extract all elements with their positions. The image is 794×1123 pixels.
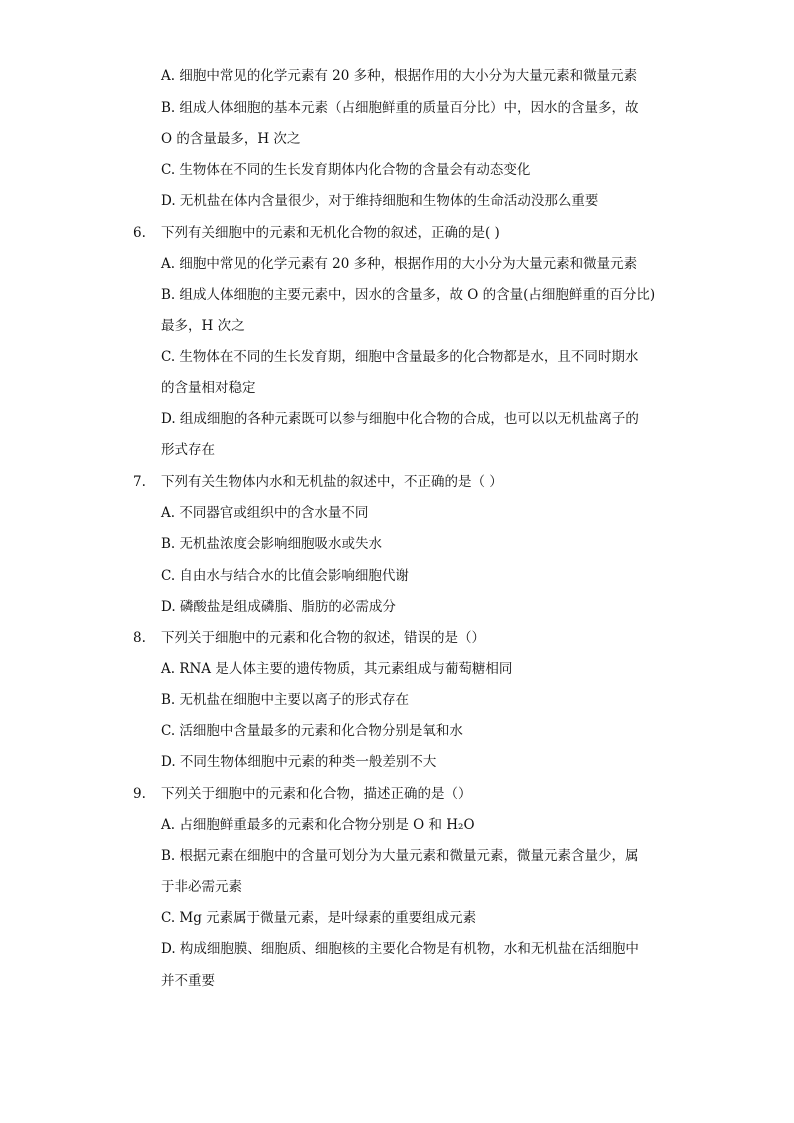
question-8-number: 8.: [133, 630, 146, 646]
question-9-option-b: B. 根据元素在细胞中的含量可划分为大量元素和微量元素，微量元素含量少，属: [161, 848, 639, 864]
question-9-option-a: A. 占细胞鲜重最多的元素和化合物分别是 O 和 H₂O: [161, 817, 475, 833]
question-9-option-d-cont: 并不重要: [161, 973, 215, 989]
question-9-stem: 下列关于细胞中的元素和化合物，描述正确的是（）: [161, 786, 472, 802]
question-6-option-b: B. 组成人体细胞的主要元素中，因水的含量多，故 O 的含量(占细胞鲜重的百分比): [161, 287, 656, 303]
question-8-option-d: D. 不同生物体细胞中元素的种类一般差别不大: [161, 754, 437, 770]
question-6-option-b-cont: 最多，H 次之: [161, 318, 245, 334]
question-9-option-b-cont: 于非必需元素: [161, 879, 242, 895]
prev-option-b: B. 组成人体细胞的基本元素（占细胞鲜重的质量百分比）中，因水的含量多，故: [161, 100, 639, 116]
question-6-option-d-cont: 形式存在: [161, 442, 215, 458]
question-7-option-a: A. 不同器官或组织中的含水量不同: [161, 505, 369, 521]
prev-option-a: A. 细胞中常见的化学元素有 20 多种，根据作用的大小分为大量元素和微量元素: [161, 68, 638, 84]
question-6-option-a: A. 细胞中常见的化学元素有 20 多种，根据作用的大小分为大量元素和微量元素: [161, 256, 638, 272]
question-7-option-c: C. 自由水与结合水的比值会影响细胞代谢: [161, 568, 409, 584]
question-6-stem: 下列有关细胞中的元素和无机化合物的叙述，正确的是( ): [161, 225, 500, 241]
question-6-option-d: D. 组成细胞的各种元素既可以参与细胞中化合物的合成，也可以以无机盐离子的: [161, 411, 639, 427]
question-7-stem: 下列有关生物体内水和无机盐的叙述中，不正确的是（ ）: [161, 474, 503, 490]
question-8-option-c: C. 活细胞中含量最多的元素和化合物分别是氧和水: [161, 723, 463, 739]
question-7-option-d: D. 磷酸盐是组成磷脂、脂肪的必需成分: [161, 599, 396, 615]
prev-option-b-cont: O 的含量最多，H 次之: [161, 131, 301, 147]
question-8-stem: 下列关于细胞中的元素和化合物的叙述，错误的是（）: [161, 630, 485, 646]
question-9-option-c: C. Mg 元素属于微量元素，是叶绿素的重要组成元素: [161, 910, 477, 926]
question-7-number: 7.: [133, 474, 146, 490]
question-6-option-c: C. 生物体在不同的生长发育期，细胞中含量最多的化合物都是水，且不同时期水: [161, 349, 639, 365]
question-9-number: 9.: [133, 786, 146, 802]
question-7-option-b: B. 无机盐浓度会影响细胞吸水或失水: [161, 536, 383, 552]
question-8-option-b: B. 无机盐在细胞中主要以离子的形式存在: [161, 692, 410, 708]
question-6-option-c-cont: 的含量相对稳定: [161, 380, 256, 396]
question-6-number: 6.: [133, 225, 146, 241]
prev-option-d: D. 无机盐在体内含量很少，对于维持细胞和生物体的生命活动没那么重要: [161, 193, 599, 209]
prev-option-c: C. 生物体在不同的生长发育期体内化合物的含量会有动态变化: [161, 162, 531, 178]
question-8-option-a: A. RNA 是人体主要的遗传物质，其元素组成与葡萄糖相同: [161, 661, 513, 677]
question-9-option-d: D. 构成细胞膜、细胞质、细胞核的主要化合物是有机物，水和无机盐在活细胞中: [161, 941, 639, 957]
